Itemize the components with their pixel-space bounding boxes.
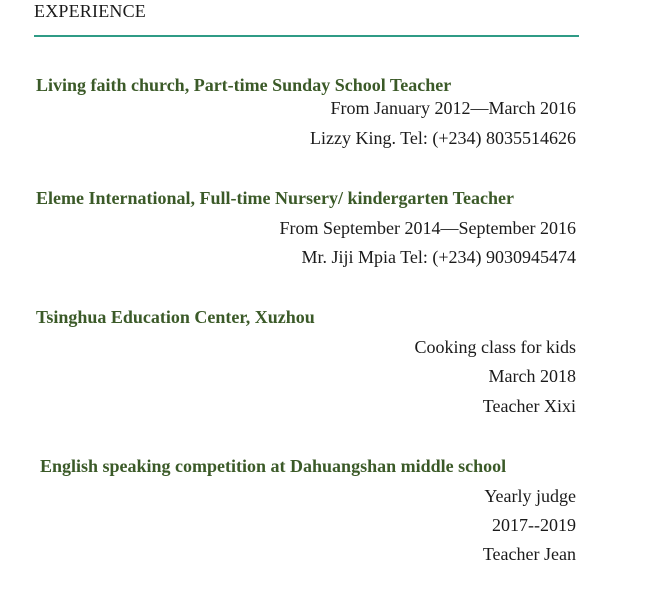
entry-1-title: Living faith church, Part-time Sunday School Teacher [36, 75, 452, 95]
entry-2-reference: Mr. Jiji Mpia Tel: (+234) 9030945474 [301, 247, 576, 267]
section-title: EXPERIENCE [34, 1, 146, 21]
entry-3-role: Cooking class for kids [414, 337, 576, 357]
entry-1-reference: Lizzy King. Tel: (+234) 8035514626 [309, 128, 576, 148]
entry-3-reference: Teacher Xixi [482, 396, 576, 416]
entry-3-title: Tsinghua Education Center, Xuzhou [36, 307, 315, 327]
entry-3-date: March 2018 [488, 366, 576, 386]
entry-4-reference: Teacher Jean [482, 544, 576, 564]
entry-4-title: English speaking competition at Dahuangshan middle school [40, 456, 507, 476]
entry-4-date: 2017--2019 [492, 515, 576, 535]
section-divider [34, 35, 579, 37]
entry-1-dates: From January 2012—March 2016 [330, 98, 576, 118]
entry-4-role: Yearly judge [484, 486, 576, 506]
entry-2-dates: From September 2014—September 2016 [279, 218, 576, 238]
entry-2-title: Eleme International, Full-time Nursery/ kindergarten Teacher [36, 188, 514, 208]
